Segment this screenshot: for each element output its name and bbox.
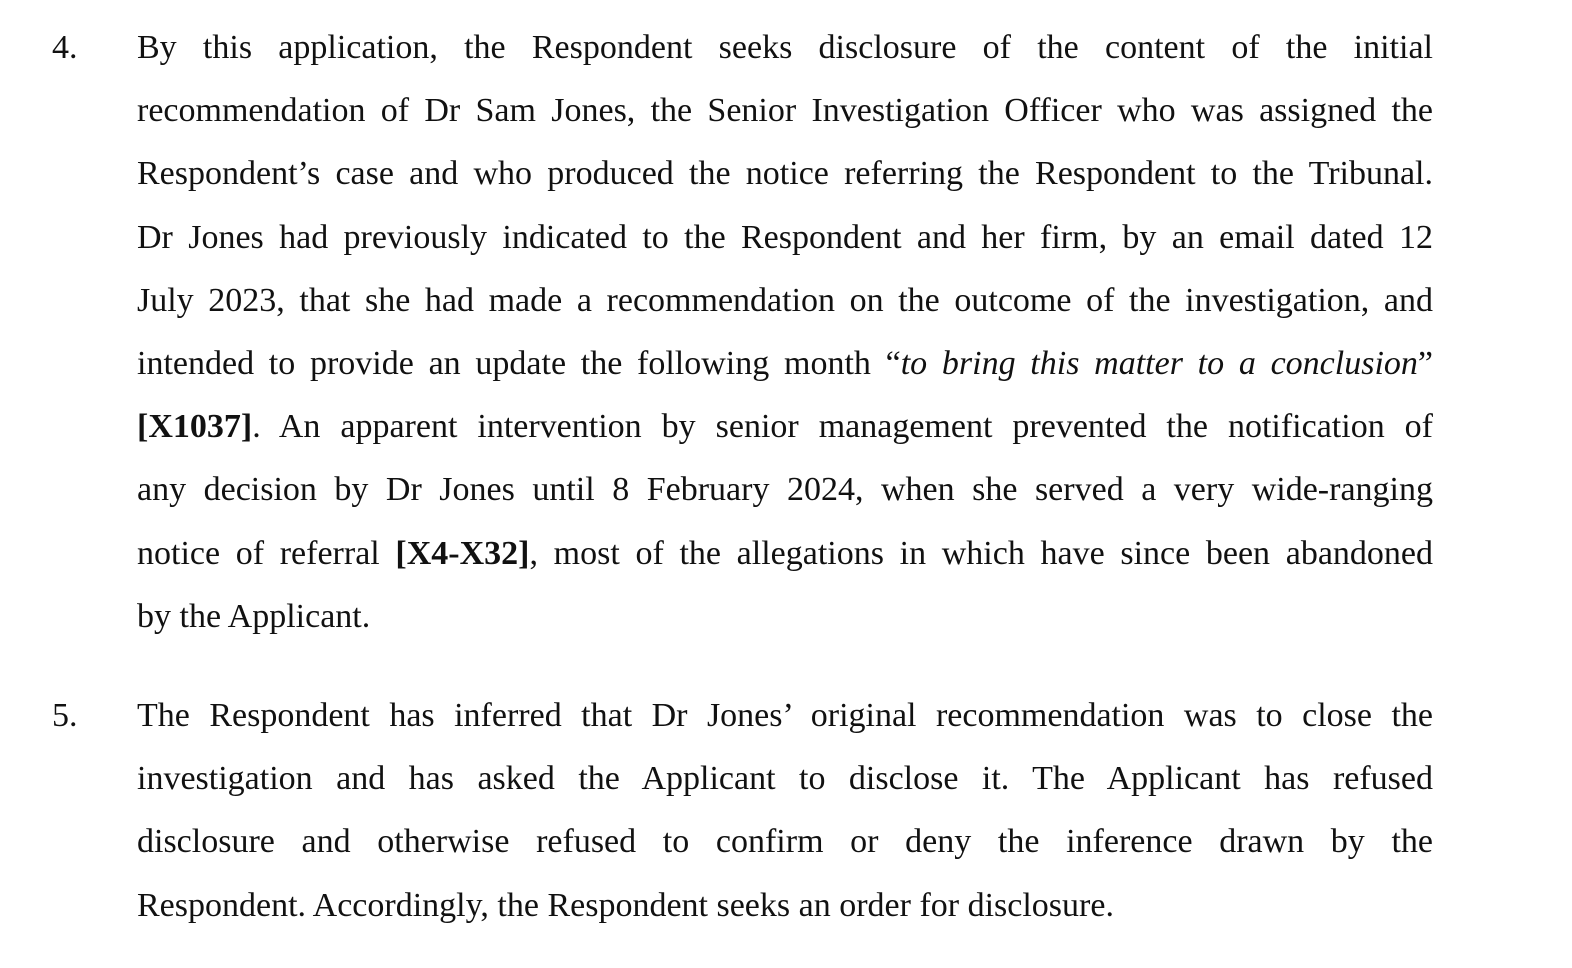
- text-line: [137, 458, 1433, 521]
- text-line: [137, 395, 1433, 458]
- text-run: The Respondent has inferred that Dr Jones’ original recommendation was to close the: [137, 697, 1433, 734]
- text-line: [137, 79, 1433, 142]
- text-run: any decision by Dr Jones until 8 February 2024, when she served a very wide-ranging: [137, 471, 1433, 509]
- text-run: notice of referral: [137, 534, 396, 572]
- text-run: Respondent’s case and who produced the notice referring the Respondent to the Tribunal.: [137, 155, 1433, 193]
- text-line: [137, 747, 1433, 810]
- text-line: [137, 874, 1433, 937]
- text-line: [137, 684, 1433, 747]
- text-run: recommendation of Dr Sam Jones, the Senior Investigation Officer who was assigned the: [137, 92, 1433, 130]
- text-line: [137, 269, 1433, 332]
- italic-quote: to bring this matter to a conclusion: [900, 345, 1418, 383]
- text-line: [137, 332, 1433, 395]
- bundle-reference: [X4-X32]: [395, 534, 530, 572]
- paragraph-text: [137, 684, 1433, 937]
- text-run: , most of the allegations in which have since been abandoned: [529, 534, 1433, 572]
- text-run: July 2023, that she had made a recommendation on the outcome of the investigation, and: [137, 281, 1433, 319]
- text-run: . An apparent intervention by senior management prevented the notification of: [252, 408, 1433, 446]
- text-run: ”: [1417, 345, 1433, 383]
- text-run: intended to provide an update the following month “: [137, 345, 901, 383]
- text-line: [137, 585, 1433, 648]
- text-line: [137, 810, 1433, 873]
- text-run: By this application, the Respondent seeks disclosure of the content of the initial: [137, 29, 1433, 66]
- text-line: [137, 206, 1433, 269]
- paragraph-text: [137, 16, 1433, 648]
- text-run: disclosure and otherwise refused to confirm or deny the inference drawn by the: [137, 823, 1433, 861]
- text-line: [137, 142, 1433, 205]
- paragraph-number: 4.: [52, 29, 78, 66]
- text-run: investigation and has asked the Applicant to disclose it. The Applicant has refused: [137, 760, 1433, 798]
- text-run: Dr Jones had previously indicated to the Respondent and her firm, by an email dated 12: [137, 218, 1433, 256]
- text-line: [137, 522, 1433, 585]
- text-line: [137, 16, 1433, 79]
- text-run: Respondent. Accordingly, the Respondent seeks an order for disclosure.: [137, 886, 1114, 924]
- text-run: by the Applicant.: [137, 597, 371, 635]
- bundle-reference: [X1037]: [137, 408, 253, 446]
- paragraph-number: 5.: [52, 697, 78, 734]
